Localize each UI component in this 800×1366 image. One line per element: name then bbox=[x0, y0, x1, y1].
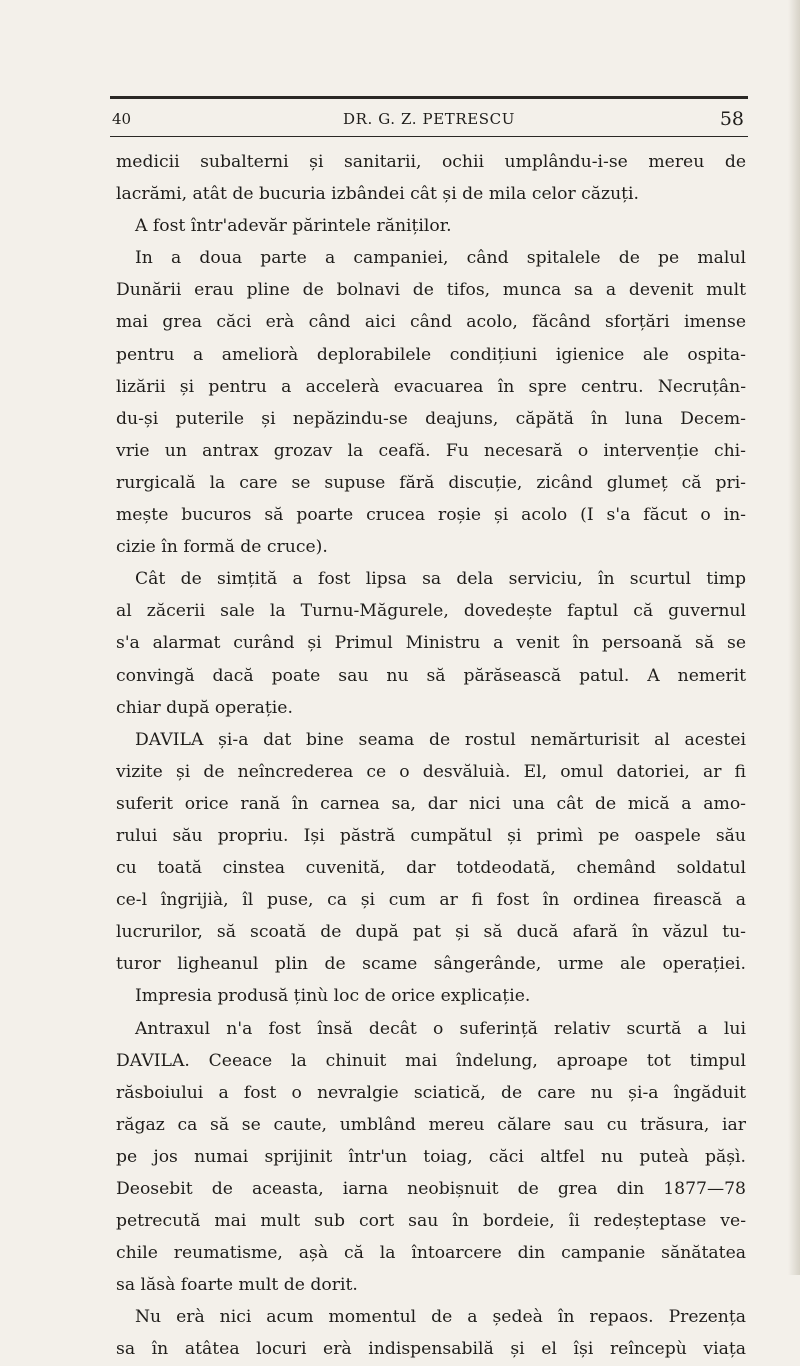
text-line: rurgicală la care se supuse fără discuție, zicând glumeț că pri- bbox=[116, 472, 746, 493]
text-line: s'a alarmat curând și Primul Ministru a venit în persoană să se bbox=[116, 633, 746, 654]
text-line: turor ligheanul plin de scame sângerânde, urme ale operației. bbox=[116, 954, 746, 975]
text-line: răsboiului a fost o nevralgie sciatică, de care nu și-a îngăduit bbox=[116, 1082, 746, 1103]
running-head-line bbox=[110, 107, 748, 131]
text-line: pentru a ameliorà deplorabilele condițiuni igienice ale ospita- bbox=[116, 344, 746, 365]
text-line: du-și puterile și nepăzindu-se deajuns, căpătă în luna Decem- bbox=[116, 408, 746, 429]
text-line: suferit orice rană în carnea sa, dar nici una cât de mică a amo- bbox=[116, 793, 746, 814]
text-line: Nu erà nici acum momentul de a ședeà în repaos. Prezența bbox=[135, 1307, 746, 1328]
text-line: Dunării erau pline de bolnavi de tifos, munca sa a devenit mult bbox=[116, 280, 746, 301]
text-line: chile reumatisme, așà că la întoarcere din campanie sănătatea bbox=[116, 1243, 746, 1264]
running-title: DR. G. Z. PETRESCU bbox=[342, 110, 516, 128]
text-line: mai grea căci erà când aici când acolo, făcând sforțări imense bbox=[116, 312, 746, 333]
text-line: DAVILA. Ceeace la chinuit mai îndelung, aproape tot timpul bbox=[116, 1050, 746, 1071]
text-line: A fost într'adevăr părintele răniților. bbox=[135, 216, 452, 237]
text-line: Antraxul n'a fost însă decât o suferință relativ scurtă a lui bbox=[135, 1018, 746, 1039]
text-line: răgaz ca să se caute, umblând mereu călare sau cu trăsura, iar bbox=[116, 1114, 746, 1135]
text-line: mește bucuros să poarte crucea roșie și acolo (I s'a făcut o in- bbox=[116, 505, 746, 526]
text-line: rului său propriu. Iși păstră cumpătul și primì pe oaspele său bbox=[116, 825, 746, 846]
header-rule-top bbox=[110, 96, 748, 99]
text-line: sa lăsà foarte mult de dorit. bbox=[116, 1275, 358, 1296]
text-line: In a doua parte a campaniei, când spitalele de pe malul bbox=[135, 248, 746, 269]
page-edge-shadow bbox=[788, 0, 800, 1275]
text-line: Impresia produsă ținù loc de orice explicație. bbox=[135, 986, 531, 1007]
text-line: Cât de simțită a fost lipsa sa dela serviciu, în scurtul timp bbox=[135, 569, 746, 590]
text-line: cu toată cinstea cuvenită, dar totdeodată, chemând soldatul bbox=[116, 858, 746, 879]
page-number: 40 bbox=[112, 110, 132, 128]
header-rule-bottom bbox=[110, 136, 748, 137]
text-line: lacrămi, atât de bucuria izbândei cât și de mila celor căzuți. bbox=[116, 184, 640, 205]
text-line: lizării și pentru a accelerà evacuarea în spre centru. Necruțân- bbox=[116, 376, 746, 397]
text-line: ce-l îngrijià, îl puse, ca și cum ar fi fost în ordinea firească a bbox=[116, 890, 746, 911]
text-line: convingă dacă poate sau nu să părăsească patul. A nemerit bbox=[116, 665, 746, 686]
text-line: Deosebit de aceasta, iarna neobișnuit de grea din 1877—78 bbox=[116, 1179, 746, 1199]
text-line: chiar după operație. bbox=[116, 697, 293, 718]
text-line: cizie în formă de cruce). bbox=[116, 537, 328, 558]
text-line: al zăcerii sale la Turnu-Măgurele, dovedește faptul că guvernul bbox=[116, 601, 746, 622]
text-line: petrecută mai mult sub cort sau în bordeie, îi redeșteptase ve- bbox=[116, 1211, 746, 1232]
text-line: medicii subalterni și sanitarii, ochii umplându-i-se mereu de bbox=[116, 152, 746, 172]
original-page-number: 58 bbox=[719, 108, 744, 130]
text-line: pe jos numai sprijinit într'un toiag, căci altfel nu puteà pășì. bbox=[116, 1146, 746, 1167]
text-line: lucrurilor, să scoată de după pat și să ducă afară în văzul tu- bbox=[116, 922, 746, 943]
text-line: vrie un antrax grozav la ceafă. Fu necesară o intervenție chi- bbox=[116, 440, 746, 461]
text-line: DAVILA și-a dat bine seama de rostul nemărturisit al acestei bbox=[135, 729, 746, 750]
text-line: vizite și de neîncrederea ce o desvăluià. El, omul datoriei, ar fi bbox=[116, 761, 746, 782]
body-text bbox=[116, 146, 746, 1366]
text-line: sa în atâtea locuri erà indispensabilă și el își reîncepù viața bbox=[116, 1339, 746, 1360]
